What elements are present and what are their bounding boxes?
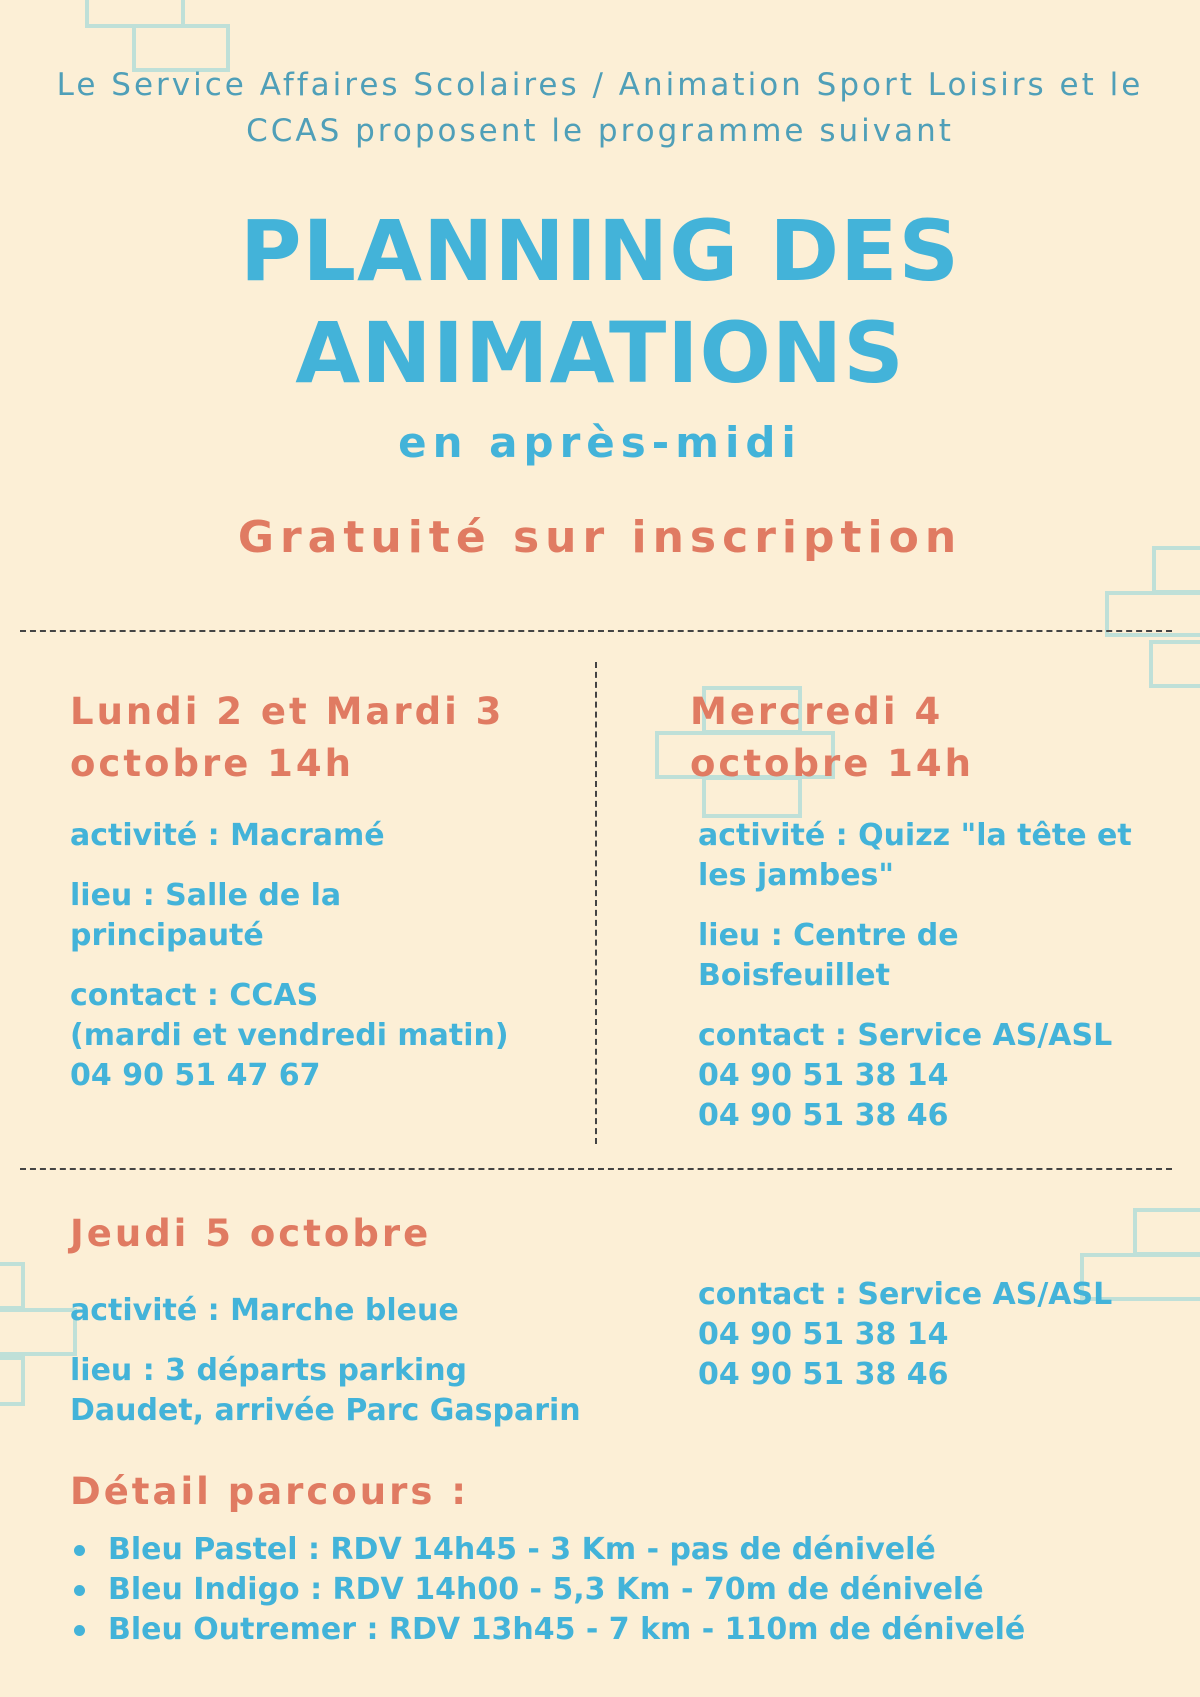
event-2-heading-line-2: octobre 14h [690, 742, 974, 785]
intro-text [0, 62, 1200, 154]
routes-list [70, 1530, 1025, 1650]
event-3-activity: activité : Marche bleue [70, 1293, 459, 1328]
event-3-phone-2: 04 90 51 38 46 [698, 1357, 949, 1392]
decorative-rectangle [1149, 640, 1200, 688]
decorative-rectangle [0, 1308, 77, 1356]
event-2-activity-line-1: activité : Quizz "la tête et [698, 818, 1132, 853]
event-1-details [70, 816, 509, 1116]
event-2-contact-line: contact : Service AS/ASL [698, 1018, 1113, 1053]
divider-vertical [595, 662, 597, 1144]
event-1-activity: activité : Macramé [70, 818, 385, 853]
intro-line-2: CCAS proposent le programme suivant [246, 113, 954, 149]
event-1-heading [70, 686, 504, 790]
event-2-activity-line-2: les jambes" [698, 858, 895, 893]
event-3-contact-line: contact : Service AS/ASL [698, 1277, 1113, 1312]
route-item: Bleu Indigo : RDV 14h00 - 5,3 Km - 70m de dénivelé [70, 1570, 1025, 1610]
event-3-contact [698, 1275, 1112, 1415]
event-1-heading-line-2: octobre 14h [70, 742, 354, 785]
event-3-contact-block [698, 1275, 1112, 1395]
event-2-heading-line-1: Mercredi 4 [690, 690, 944, 733]
event-1-contact-line-2: (mardi et vendredi matin) [70, 1018, 509, 1053]
event-2-heading [690, 686, 974, 790]
decorative-rectangle [1133, 1208, 1200, 1256]
routes-heading: Détail parcours : [70, 1470, 470, 1513]
event-2-place-line-1: lieu : Centre de [698, 918, 959, 953]
event-2-phone-2: 04 90 51 38 46 [698, 1098, 949, 1133]
intro-line-1: Le Service Affaires Scolaires / Animation Sport Loisirs et le [56, 67, 1144, 103]
title-line-2: ANIMATIONS [295, 304, 905, 402]
event-2-details [698, 816, 1132, 1156]
event-2-place-line-2: Boisfeuillet [698, 958, 890, 993]
divider-middle [20, 1168, 1172, 1170]
event-3-place-line-1: lieu : 3 départs parking [70, 1353, 468, 1388]
event-3-place-line-2: Daudet, arrivée Parc Gasparin [70, 1393, 581, 1428]
event-3-heading: Jeudi 5 octobre [70, 1212, 432, 1255]
event-2-contact [698, 1016, 1132, 1136]
event-2-phone-1: 04 90 51 38 14 [698, 1058, 949, 1093]
page-title [0, 200, 1200, 404]
event-1-place [70, 876, 509, 956]
event-2-place [698, 916, 1132, 996]
event-3-details [70, 1291, 581, 1451]
divider-top [20, 630, 1172, 632]
event-1-heading-line-1: Lundi 2 et Mardi 3 [70, 690, 505, 733]
event-1-phone-1: 04 90 51 47 67 [70, 1058, 321, 1093]
event-1-place-line-2: principauté [70, 918, 264, 953]
title-line-1: PLANNING DES [239, 202, 961, 300]
subtitle: en après-midi [398, 418, 802, 467]
event-1-contact [70, 976, 509, 1096]
decorative-rectangle [0, 1262, 25, 1310]
event-1-contact-line-1: contact : CCAS [70, 978, 319, 1013]
route-item: Bleu Pastel : RDV 14h45 - 3 Km - pas de dénivelé [70, 1530, 1025, 1570]
route-item: Bleu Outremer : RDV 13h45 - 7 km - 110m de dénivelé [70, 1610, 1025, 1650]
event-3-phone-1: 04 90 51 38 14 [698, 1317, 949, 1352]
event-2-activity [698, 816, 1132, 896]
free-notice: Gratuité sur inscription [237, 512, 963, 563]
event-1-place-line-1: lieu : Salle de la [70, 878, 342, 913]
decorative-rectangle [0, 1356, 25, 1406]
event-3-place [70, 1351, 581, 1431]
